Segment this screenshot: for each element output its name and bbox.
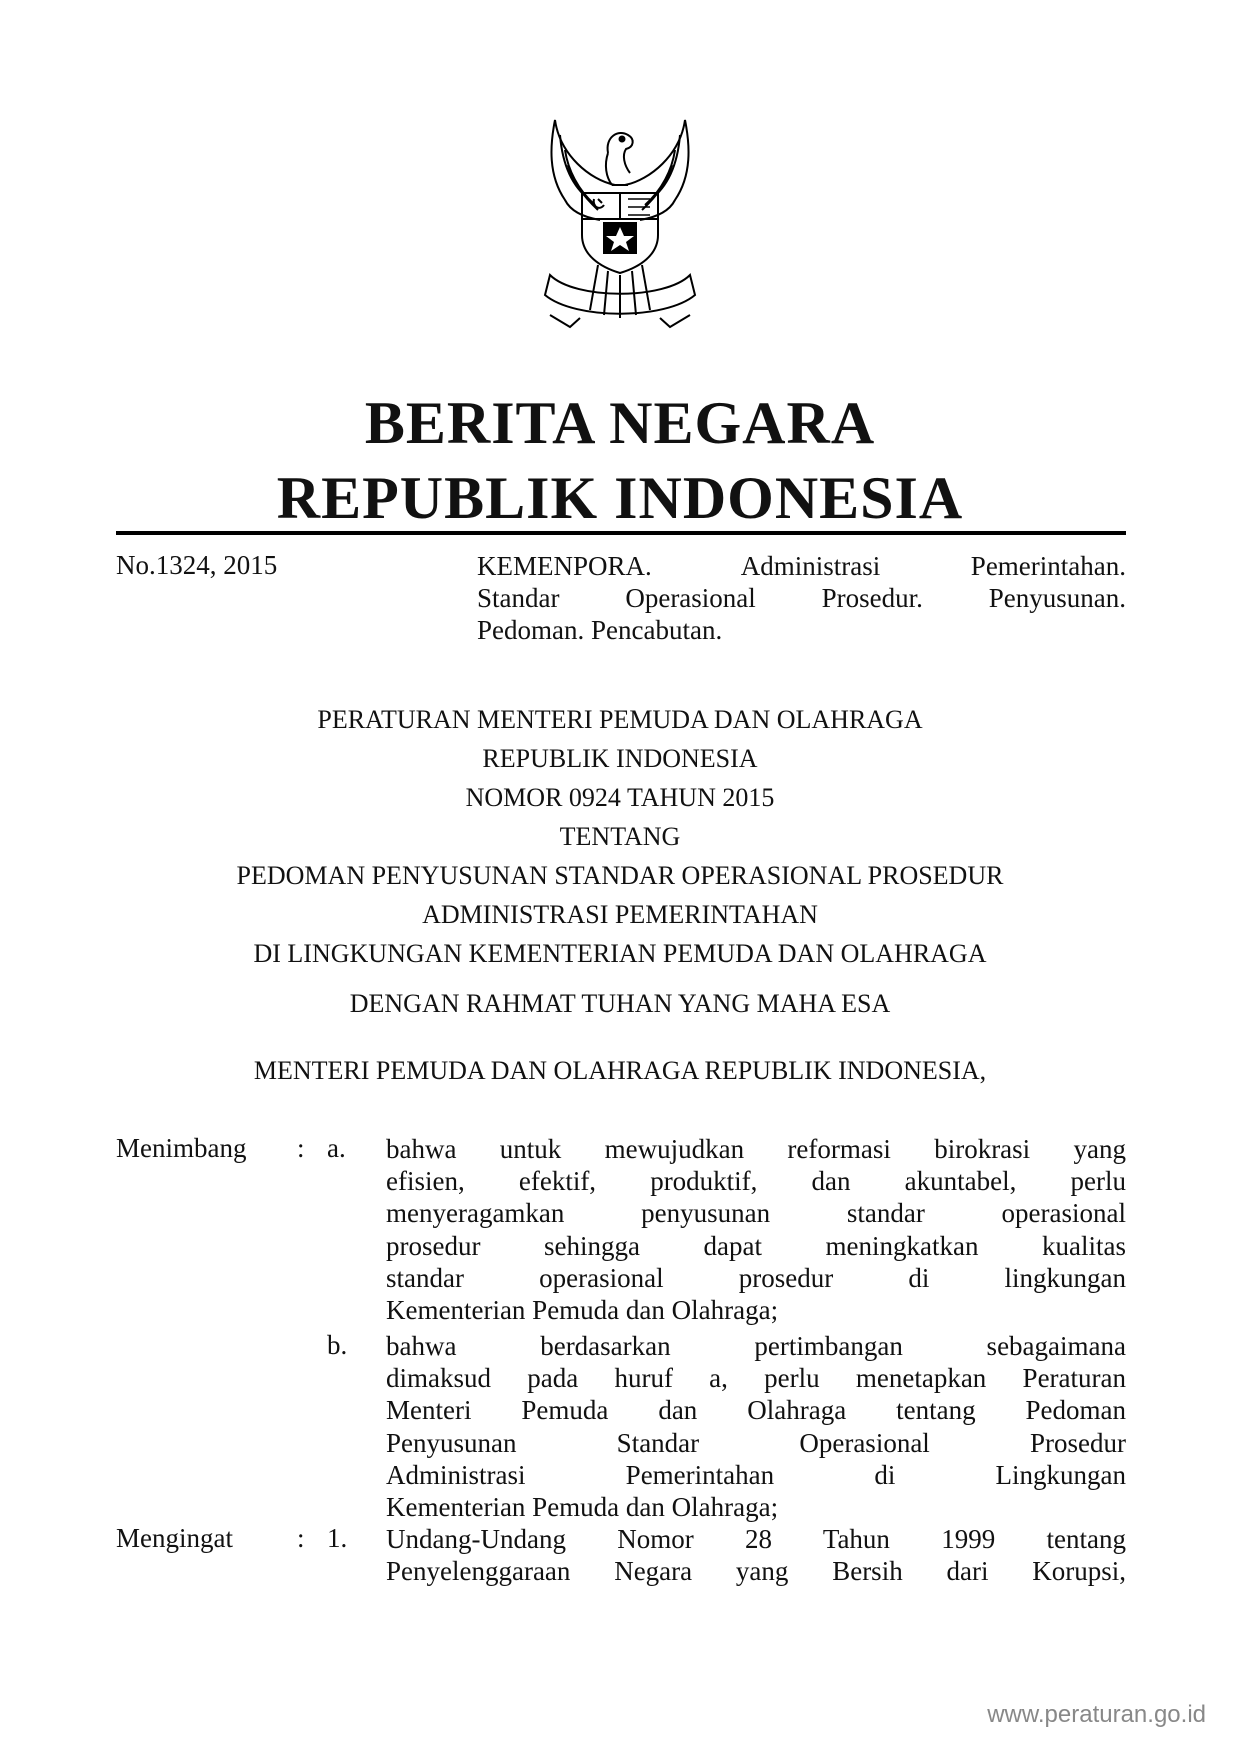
menimbang-colon: :	[297, 1133, 305, 1163]
summary-line: Standar Operasional Prosedur. Penyusunan.	[477, 583, 1126, 613]
mengingat-colon: :	[297, 1523, 305, 1553]
text-line: menyeragamkan penyusunan standar operasional	[386, 1198, 1126, 1229]
text-line: bahwa untuk mewujudkan reformasi birokrasi yang	[386, 1134, 1126, 1164]
regulation-line: PEDOMAN PENYUSUNAN STANDAR OPERASIONAL PROSEDUR	[236, 861, 1004, 890]
regulation-line: DI LINGKUNGAN KEMENTERIAN PEMUDA DAN OLAHRAGA	[253, 939, 987, 968]
mengingat-label: Mengingat	[116, 1523, 233, 1553]
source-url: www.peraturan.go.id	[987, 1701, 1206, 1728]
text-line: bahwa berdasarkan pertimbangan sebagaimana	[386, 1331, 1126, 1361]
item-marker: a.	[327, 1133, 346, 1163]
text-line: Penyusunan Standar Operasional Prosedur	[386, 1427, 1126, 1458]
authority-line: MENTERI PEMUDA DAN OLAHRAGA REPUBLIK INDONESIA,	[253, 1056, 987, 1085]
menimbang-item-a	[386, 1133, 1126, 1326]
summary-line: Pedoman. Pencabutan.	[477, 615, 723, 645]
text-line: Kementerian Pemuda dan Olahraga;	[386, 1295, 779, 1326]
menimbang-item-b	[386, 1330, 1126, 1523]
text-line: prosedur sehingga dapat meningkatkan kualitas	[386, 1230, 1126, 1261]
regulation-line: REPUBLIK INDONESIA	[482, 744, 758, 773]
menimbang-label: Menimbang	[116, 1133, 247, 1163]
gazette-number: No.1324, 2015	[116, 550, 278, 580]
regulation-line: ADMINISTRASI PEMERINTAHAN	[422, 900, 818, 929]
text-line: Menteri Pemuda dan Olahraga tentang Pedoman	[386, 1395, 1126, 1426]
text-line: Kementerian Pemuda dan Olahraga;	[386, 1492, 779, 1523]
regulation-line: TENTANG	[559, 822, 681, 851]
text-line: standar operasional prosedur di lingkungan	[386, 1262, 1126, 1293]
gazette-summary	[477, 550, 1126, 646]
regulation-line: NOMOR 0924 TAHUN 2015	[465, 783, 775, 812]
text-line: Undang-Undang Nomor 28 Tahun 1999 tentang	[386, 1524, 1126, 1554]
text-line: efisien, efektif, produktif, dan akuntabel, perlu	[386, 1166, 1126, 1197]
mengingat-item-1	[386, 1523, 1126, 1587]
garuda-emblem-icon	[520, 115, 720, 340]
title-divider	[116, 531, 1126, 535]
regulation-line: PERATURAN MENTERI PEMUDA DAN OLAHRAGA	[317, 705, 923, 734]
gazette-title-line2: REPUBLIK INDONESIA	[276, 465, 964, 531]
item-marker: b.	[327, 1330, 348, 1360]
blessing-line: DENGAN RAHMAT TUHAN YANG MAHA ESA	[349, 989, 891, 1018]
item-marker: 1.	[327, 1523, 348, 1553]
text-line: Penyelenggaraan Negara yang Bersih dari Korupsi,	[386, 1556, 1126, 1587]
regulation-heading	[0, 700, 1240, 973]
text-line: dimaksud pada huruf a, perlu menetapkan Peraturan	[386, 1363, 1126, 1394]
text-line: Administrasi Pemerintahan di Lingkungan	[386, 1459, 1126, 1490]
summary-line: KEMENPORA. Administrasi Pemerintahan.	[477, 551, 1126, 581]
gazette-title-line1: BERITA NEGARA	[364, 390, 876, 456]
